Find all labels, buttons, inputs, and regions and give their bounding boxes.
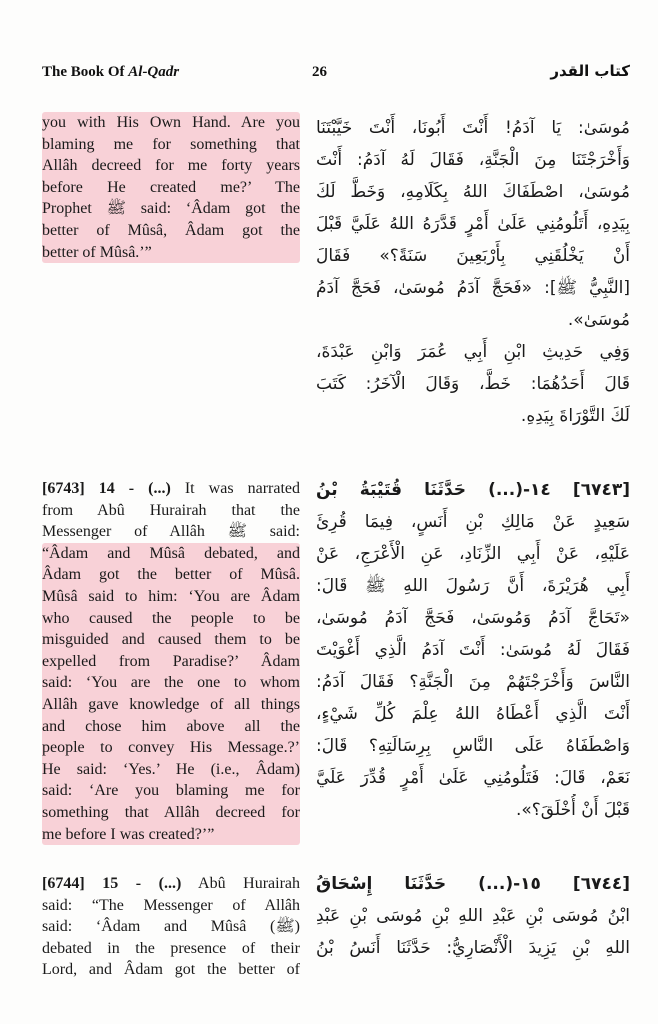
english-line: Prophet ﷺ said: ‘Âdam got the: [42, 200, 300, 218]
english-line: He said: ‘Yes.’ He (i.e., Âdam): [42, 760, 300, 778]
arabic-line: مُوسَىٰ».: [567, 310, 630, 330]
english-line: said: “The Messenger of Allâh: [42, 896, 300, 914]
english-passage-2: [42, 478, 300, 845]
english-line: [42, 478, 300, 500]
english-line: “Âdam and Mûsâ debated, and: [42, 544, 300, 562]
arabic-line: ابْنُ مُوسَى بْنِ عَبْدِ اللهِ بْنِ مُوسَى بْنِ عَبْدِ: [316, 906, 630, 926]
english-line: me before I was created?’”: [42, 825, 215, 843]
highlight-1: [42, 112, 300, 263]
english-line: Lord, and Âdam got the better of: [42, 961, 300, 979]
english-line: Mûsâ said to him: ‘You are Âdam: [42, 587, 300, 605]
arabic-line: قَالَ أَحَدُهُمَا: خَطَّ، وَقَالَ الْآخَرُ: كَتَبَ: [316, 374, 630, 394]
english-line: Messenger of Allâh ﷺ said:: [42, 523, 300, 541]
arabic-book-title: كتاب القدر: [550, 62, 630, 80]
english-line: Allâh gave knowledge of all things: [42, 695, 300, 713]
arabic-line: أَبِي هُرَيْرَةَ، أَنَّ رَسُولَ اللهِ ﷺ قَالَ:: [316, 576, 630, 596]
english-line: something that Allâh decreed for: [42, 803, 300, 821]
book-title-prefix: The Book Of: [42, 64, 129, 80]
english-line: Allâh decreed for me forty years: [42, 157, 300, 175]
arabic-line: [316, 474, 630, 506]
page-number: 26: [312, 64, 327, 80]
english-line: you with His Own Hand. Are you: [42, 114, 300, 131]
arabic-line: أَنْ يَخْلُقَنِي بِأَرْبَعِينَ سَنَةً؟» فَقَالَ: [316, 246, 630, 266]
hadith-number: [6744] 15 - (...): [42, 875, 182, 892]
arabic-line: [النَّبِيُّ ﷺ]: «فَحَجَّ آدَمُ مُوسَىٰ، فَحَجَّ آدَمُ: [316, 278, 630, 298]
arabic-line: فَقَالَ لَهُ مُوسَىٰ: أَنْتَ آدَمُ الَّذِي أَغْوَيْتَ: [316, 640, 630, 660]
arabic-line-text: حَدَّثَنَا قُتَيْبَةُ بْنُ: [316, 480, 489, 500]
arabic-line: [316, 868, 630, 900]
arabic-line: لَكَ التَّوْرَاةَ بِيَدِهِ.: [520, 406, 630, 426]
english-line: before He created me?’ The: [42, 178, 300, 196]
english-line-text: Abû Hurairah: [181, 875, 300, 892]
arabic-line: «تَحَاجَّ آدَمُ وَمُوسَىٰ، فَحَجَّ آدَمُ مُوسَىٰ،: [316, 608, 630, 628]
book-title: [42, 64, 179, 81]
book-title-italic: Al-Qadr: [128, 64, 180, 80]
english-line: said: ‘Âdam and Mûsâ (ﷺ): [42, 918, 300, 936]
english-line: who caused the people to be: [42, 609, 300, 627]
english-line: expelled from Paradise?’ Âdam: [42, 652, 300, 670]
english-line: debated in the presence of their: [42, 939, 300, 957]
english-line: people to convey His Message.?’: [42, 739, 300, 757]
arabic-line: وَاصْطَفَاهُ عَلَى النَّاسِ بِرِسَالَتِهِ؟ قَالَ:: [316, 736, 630, 756]
arabic-passage-2: [316, 474, 630, 826]
arabic-line: عَلَيْهِ، عَنْ أَبِي الزِّنَادِ، عَنِ الْأَعْرَجِ، عَنْ: [316, 544, 630, 564]
english-line-text: It was narrated: [170, 480, 300, 497]
arabic-line: بِيَدِهِ، أَتَلُومُنِي عَلَىٰ أَمْرٍ قَدَّرَهُ اللهُ عَلَيَّ قَبْلَ: [316, 214, 630, 234]
arabic-line: قَبْلَ أَنْ أُخْلَقَ؟».: [515, 800, 630, 820]
arabic-passage-3: [316, 868, 630, 964]
english-line: misguided and caused them to be: [42, 631, 300, 649]
highlight-2: [42, 543, 300, 845]
arabic-line: أَنْتَ الَّذِي أَعْطَاهُ اللهُ عِلْمَ كُلِّ شَيْءٍ،: [316, 704, 630, 724]
arabic-line: مُوسَىٰ، اصْطَفَاكَ اللهُ بِكَلَامِهِ، وَخَطَّ لَكَ: [316, 182, 630, 202]
english-line: from Abû Hurairah that the: [42, 501, 300, 519]
page-header: [42, 64, 630, 88]
english-passage-3: [42, 873, 300, 981]
arabic-line: نَعَمْ، قَالَ: فَتَلُومُنِي عَلَىٰ أَمْرٍ قُدِّرَ عَلَيَّ: [316, 768, 630, 788]
arabic-hadith-number: [٦٧٤٣] ١٤-(...): [488, 480, 630, 500]
hadith-number: [6743] 14 - (...): [42, 480, 171, 497]
english-line: and chose him above all the: [42, 717, 300, 735]
arabic-line: اللهِ بْنِ يَزِيدَ الْأَنْصَارِيُّ: حَدَّثَنَا أَنَسُ بْنُ: [316, 938, 630, 958]
english-line: [42, 873, 300, 895]
arabic-line-text: حَدَّثَنَا إِسْحَاقُ: [316, 874, 479, 894]
arabic-line: وَأَخْرَجْتَنَا مِنَ الْجَنَّةِ، فَقَالَ لَهُ آدَمُ: أَنْتَ: [316, 150, 630, 170]
arabic-line: سَعِيدٍ عَنْ مَالِكِ بْنِ أَنَسٍ، فِيمَا قُرِئَ: [316, 512, 630, 532]
arabic-passage-1: [316, 112, 630, 432]
english-line: Âdam got the better of Mûsâ.: [42, 566, 300, 584]
arabic-hadith-number: [٦٧٤٤] ١٥-(...): [478, 874, 630, 894]
arabic-line: وَفِي حَدِيثِ ابْنِ أَبِي عُمَرَ وَابْنِ عَبْدَةَ،: [316, 342, 630, 362]
english-line: blaming me for something that: [42, 135, 300, 153]
english-line: better of Mûsâ.’”: [42, 243, 152, 261]
english-line: said: ‘Are you blaming me for: [42, 782, 300, 800]
arabic-line: النَّاسَ وَأَخْرَجْتَهُمْ مِنَ الْجَنَّةِ؟ فَقَالَ آدَمُ:: [316, 672, 630, 692]
english-line: better of Mûsâ, Âdam got the: [42, 221, 300, 239]
arabic-line: مُوسَىٰ: يَا آدَمُ! أَنْتَ أَبُونَا، أَنْتَ خَيَّبْتَنَا: [316, 118, 630, 138]
english-line: said: ‘You are the one to whom: [42, 674, 300, 692]
english-passage-1: [42, 112, 300, 263]
